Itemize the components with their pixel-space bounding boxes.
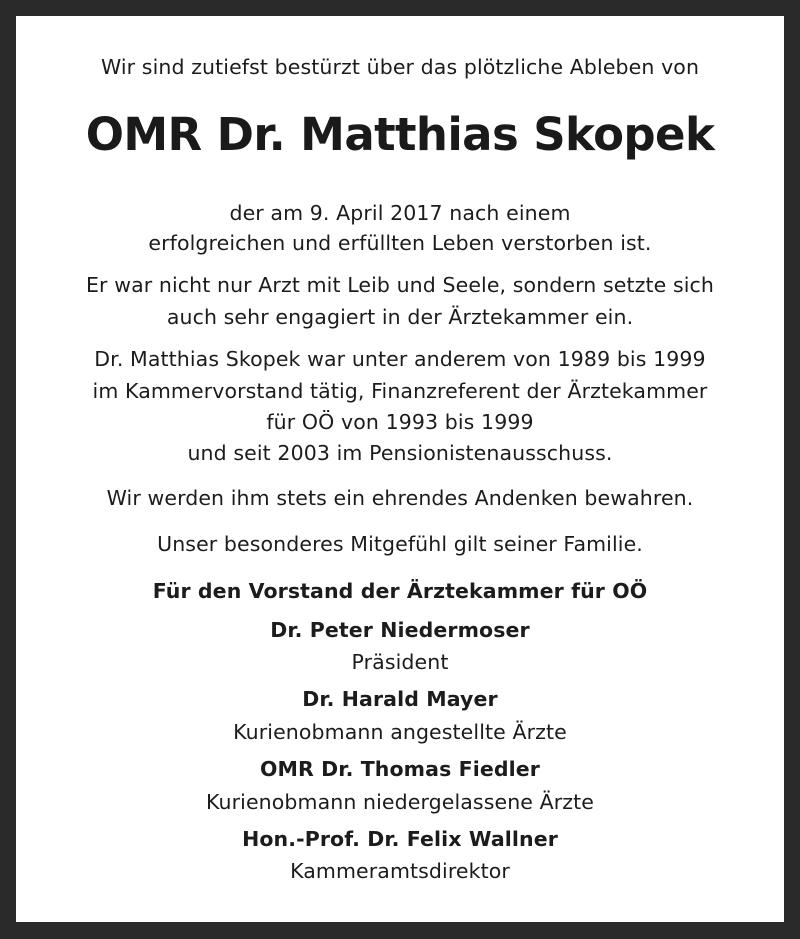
- deceased-name: OMR Dr. Matthias Skopek: [85, 108, 715, 161]
- signatory-title: Kurienobmann angestellte Ärzte: [233, 720, 567, 744]
- paragraph-line: Wir werden ihm stets ein ehrendes Andenken bewahren.: [106, 486, 694, 510]
- paragraph-line: im Kammervorstand tätig, Finanzreferent der Ärztekammer: [92, 379, 708, 403]
- obituary-notice: [16, 16, 784, 922]
- board-heading: Für den Vorstand der Ärztekammer für OÖ: [152, 579, 648, 603]
- paragraph-line: auch sehr engagiert in der Ärztekammer ein.: [166, 305, 634, 329]
- signatory-title: Kurienobmann niedergelassene Ärzte: [206, 790, 594, 814]
- signatory-title: Kammeramtsdirektor: [290, 859, 510, 883]
- paragraph-line: für OÖ von 1993 bis 1999: [266, 410, 534, 434]
- signatory-title: Präsident: [351, 650, 449, 674]
- paragraph-line: und seit 2003 im Pensionistenausschuss.: [187, 441, 613, 465]
- signatory-name: OMR Dr. Thomas Fiedler: [260, 757, 540, 781]
- signatory-name: Dr. Harald Mayer: [302, 687, 498, 711]
- paragraph-line: Er war nicht nur Arzt mit Leib und Seele, sondern setzte sich: [86, 273, 714, 297]
- signatory-name: Dr. Peter Niedermoser: [270, 618, 530, 642]
- paragraph-line: Dr. Matthias Skopek war unter anderem von 1989 bis 1999: [94, 347, 706, 371]
- paragraph-line: der am 9. April 2017 nach einem: [229, 201, 571, 225]
- intro-text: Wir sind zutiefst bestürzt über das plötzliche Ableben von: [100, 55, 700, 79]
- paragraph-line: Unser besonderes Mitgefühl gilt seiner Familie.: [157, 532, 643, 556]
- paragraph-line: erfolgreichen und erfüllten Leben verstorben ist.: [148, 231, 652, 255]
- signatory-name: Hon.-Prof. Dr. Felix Wallner: [242, 827, 558, 851]
